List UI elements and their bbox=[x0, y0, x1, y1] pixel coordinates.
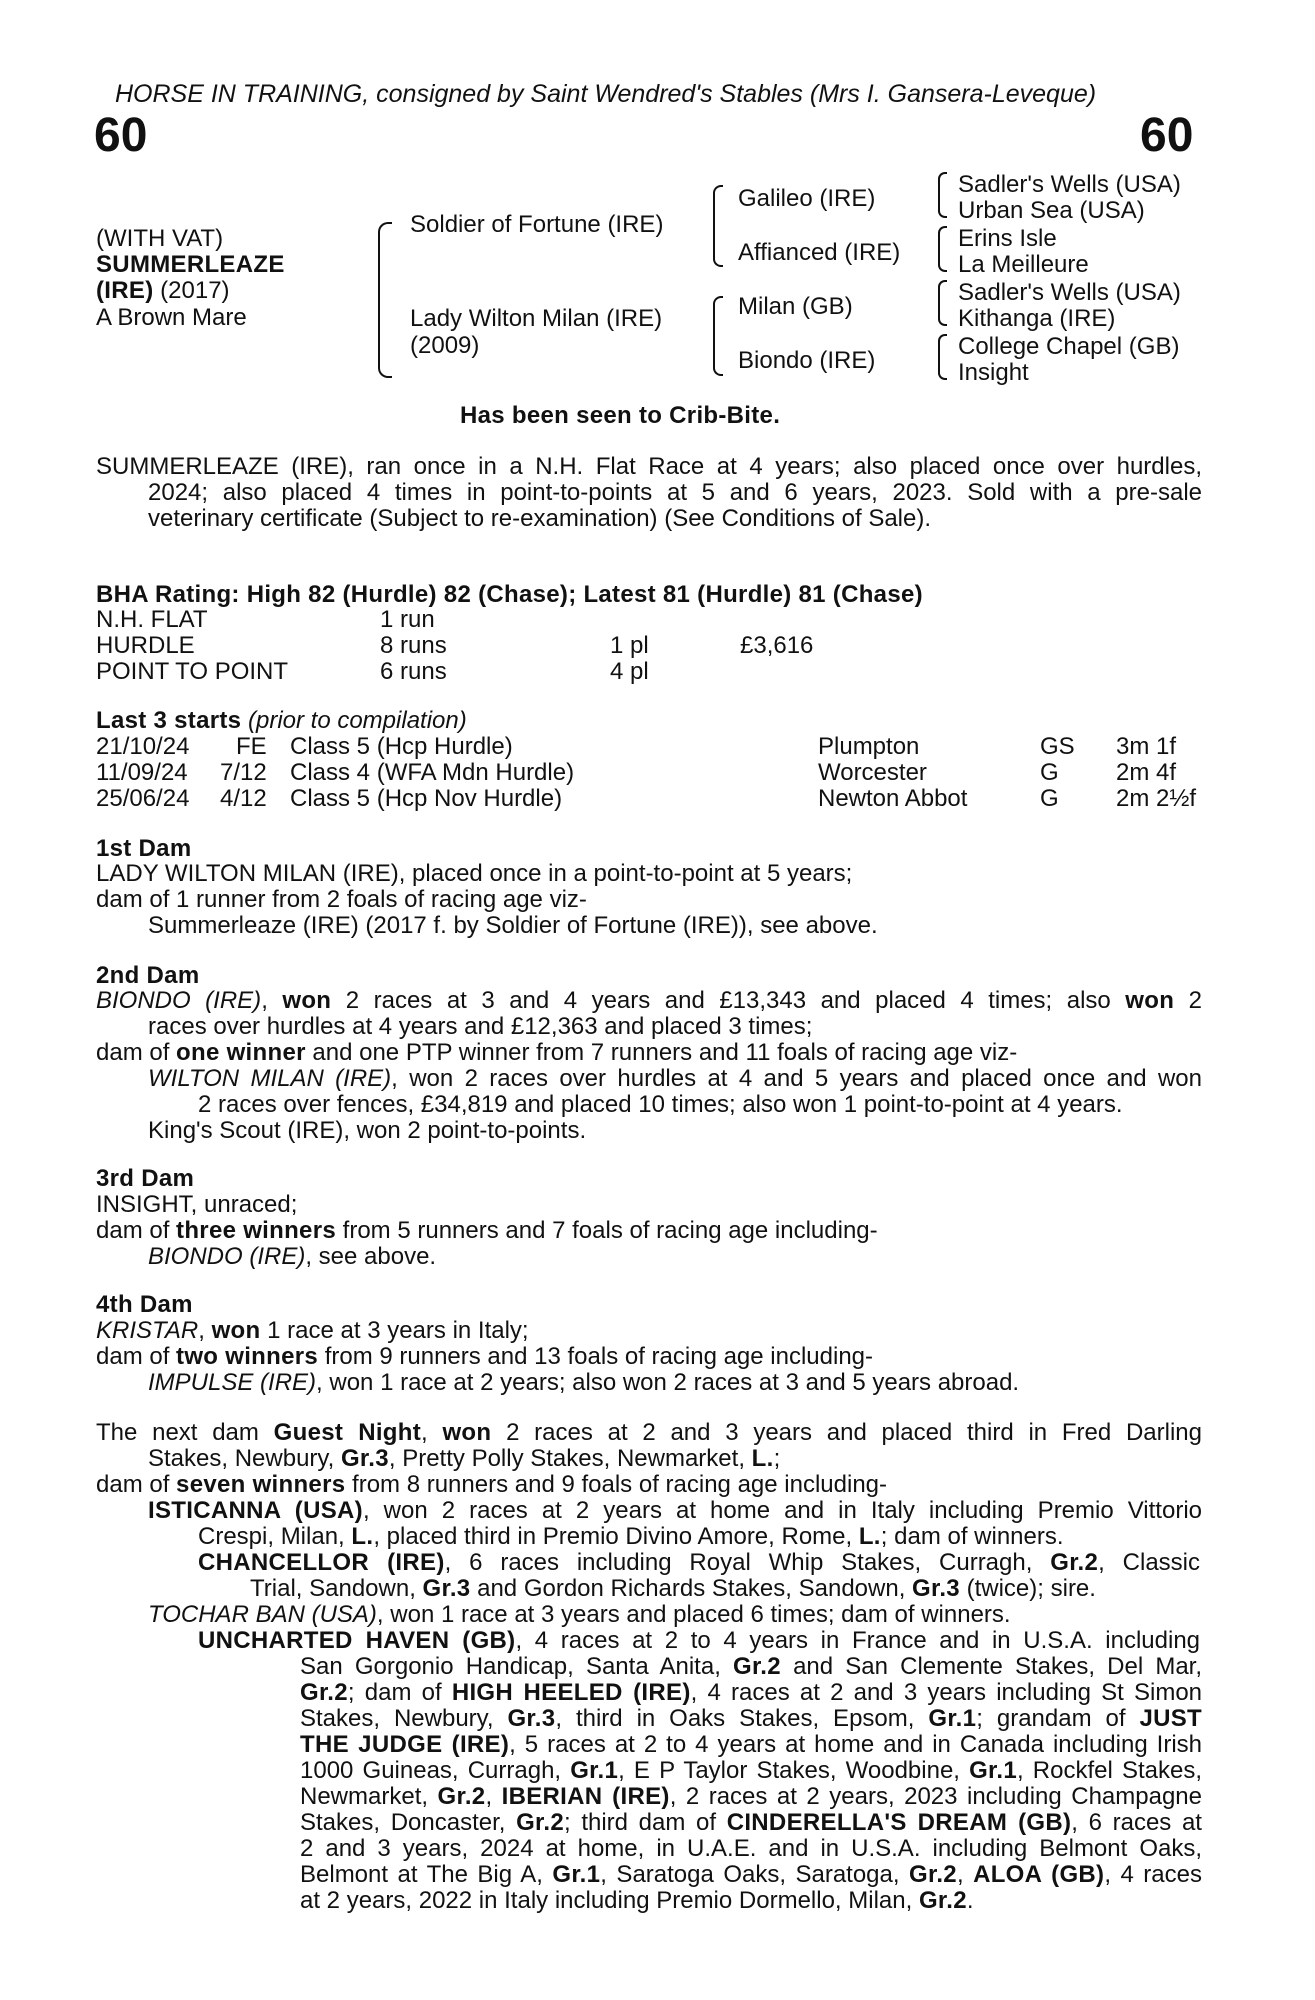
won-label: won bbox=[442, 1419, 492, 1446]
text: , Pretty Polly Stakes, Newmarket, bbox=[388, 1445, 752, 1472]
won-label: won bbox=[1125, 987, 1175, 1014]
summary-line-3: veterinary certificate (Subject to re-examination) (See Conditions of Sale). bbox=[148, 505, 932, 532]
grade-label: Gr.1 bbox=[969, 1757, 1017, 1784]
text: Stakes, Doncaster, bbox=[300, 1809, 517, 1836]
dam4-line-1 bbox=[96, 1318, 529, 1344]
text: dam of bbox=[96, 1217, 177, 1244]
text: , won 1 race at 2 years; also won 2 races at 3 and 5 years abroad. bbox=[316, 1369, 1020, 1396]
pedigree-sire-sire: Galileo (IRE) bbox=[738, 185, 876, 212]
text: , 4 races bbox=[1104, 1861, 1202, 1888]
start-date: 21/10/24 bbox=[96, 733, 190, 760]
text: , bbox=[485, 1783, 502, 1810]
pedigree-g5: Sadler's Wells (USA) bbox=[958, 279, 1181, 306]
text: Stakes, Newbury, bbox=[148, 1445, 341, 1472]
text: (twice); sire. bbox=[959, 1575, 1096, 1602]
text: , Rockfel Stakes, bbox=[1017, 1757, 1202, 1784]
start-distance: 3m 1f bbox=[1116, 733, 1177, 760]
text: Belmont at The Big A, bbox=[300, 1861, 553, 1888]
grade-label: Gr.2 bbox=[909, 1861, 957, 1888]
text: Crespi, Milan, bbox=[198, 1523, 352, 1550]
nextdam-line-9 bbox=[198, 1628, 1200, 1654]
pedigree-brace-g78 bbox=[938, 334, 947, 380]
dam1-line-2: dam of 1 runner from 2 foals of racing age viz- bbox=[96, 886, 587, 913]
pedigree-brace-g34 bbox=[938, 226, 947, 272]
nextdam-line-12 bbox=[300, 1706, 1202, 1732]
progeny-name: IBERIAN (IRE) bbox=[501, 1783, 670, 1810]
text: from 5 runners and 7 foals of racing age including- bbox=[336, 1217, 878, 1244]
pedigree-sire: Soldier of Fortune (IRE) bbox=[410, 211, 664, 238]
text: , bbox=[198, 1317, 212, 1344]
lot-number-left: 60 bbox=[94, 109, 148, 162]
grade-label: Gr.1 bbox=[552, 1861, 601, 1888]
dam4-line-3 bbox=[148, 1370, 1019, 1396]
dam2-line-1 bbox=[96, 988, 1202, 1014]
pedigree-g8: Insight bbox=[958, 359, 1029, 386]
pedigree-brace-dam bbox=[713, 296, 723, 376]
start-distance: 2m 2½f bbox=[1116, 785, 1197, 812]
progeny-name: WILTON MILAN (IRE) bbox=[148, 1065, 392, 1092]
text: , 5 races at 2 to 4 years at home and in Canada including Irish bbox=[509, 1731, 1202, 1758]
text: , Saratoga Oaks, Saratoga, bbox=[600, 1861, 910, 1888]
start-course: Newton Abbot bbox=[818, 785, 968, 812]
text: dam of bbox=[96, 1343, 177, 1370]
rating-row-placed: 1 pl bbox=[610, 632, 649, 659]
nextdam-line-10 bbox=[300, 1654, 1202, 1680]
pedigree-dam-sire: Milan (GB) bbox=[738, 293, 853, 320]
dam2-heading: 2nd Dam bbox=[96, 962, 200, 989]
last-starts-note: (prior to compilation) bbox=[241, 707, 467, 734]
dam1-line-1: LADY WILTON MILAN (IRE), placed once in a point-to-point at 5 years; bbox=[96, 860, 853, 887]
progeny-name: IMPULSE (IRE) bbox=[148, 1369, 317, 1396]
pedigree-brace-g56 bbox=[938, 280, 947, 326]
nextdam-line-15 bbox=[300, 1784, 1202, 1810]
crib-bite-notice: Has been seen to Crib-Bite. bbox=[460, 402, 781, 429]
text: , bbox=[261, 987, 283, 1014]
winners-count: one winner bbox=[176, 1039, 306, 1066]
nextdam-line-14 bbox=[300, 1758, 1202, 1784]
grade-label: Gr.3 bbox=[507, 1705, 556, 1732]
dam3-line-2 bbox=[96, 1218, 878, 1244]
lot-number-right: 60 bbox=[1140, 109, 1194, 162]
start-going: G bbox=[1040, 759, 1059, 786]
nextdam-line-1 bbox=[96, 1420, 1202, 1446]
nextdam-line-2 bbox=[148, 1446, 780, 1472]
grade-label: Gr.3 bbox=[912, 1575, 960, 1602]
text: 1000 Guineas, Curragh, bbox=[300, 1757, 571, 1784]
rating-row-runs: 8 runs bbox=[380, 632, 447, 659]
text: 1 race at 3 years in Italy; bbox=[260, 1317, 529, 1344]
won-label: won bbox=[211, 1317, 261, 1344]
last-starts-title: Last 3 starts bbox=[96, 707, 242, 734]
text: dam of bbox=[96, 1471, 177, 1498]
grade-label: Gr.3 bbox=[340, 1445, 389, 1472]
text: , won 2 races at 2 years at home and in Italy including Premio Vittorio bbox=[362, 1497, 1202, 1524]
bha-rating-heading: BHA Rating: High 82 (Hurdle) 82 (Chase); Latest 81 (Hurdle) 81 (Chase) bbox=[96, 581, 923, 608]
nextdam-line-16 bbox=[300, 1810, 1202, 1836]
dam4-line-2 bbox=[96, 1344, 873, 1370]
dam1-line-3: Summerleaze (IRE) (2017 f. by Soldier of Fortune (IRE)), see above. bbox=[148, 912, 878, 939]
horse-country: (IRE) bbox=[96, 277, 154, 304]
text: , 4 races at 2 to 4 years in France and in U.S.A. including bbox=[515, 1627, 1201, 1654]
text: . bbox=[966, 1887, 974, 1914]
dam2-line-5: 2 races over fences, £34,819 and placed 10 times; also won 1 point-to-point at 4 years. bbox=[198, 1091, 1123, 1118]
pedigree-brace-sire bbox=[713, 185, 723, 267]
nextdam-line-6 bbox=[198, 1550, 1200, 1576]
text: , placed third in Premio Divino Amore, Rome, bbox=[373, 1523, 859, 1550]
progeny-name: HIGH HEELED (IRE) bbox=[451, 1679, 691, 1706]
grade-label: Gr.3 bbox=[422, 1575, 471, 1602]
grade-label: Gr.2 bbox=[918, 1887, 967, 1914]
rating-row-type: HURDLE bbox=[96, 632, 195, 659]
pedigree-g3: Erins Isle bbox=[958, 225, 1057, 252]
start-date: 11/09/24 bbox=[96, 759, 188, 786]
progeny-name: THE JUDGE (IRE) bbox=[300, 1731, 510, 1758]
nextdam-name: Guest Night bbox=[273, 1419, 422, 1446]
text: ; grandam of bbox=[976, 1705, 1140, 1732]
dam3-line-3 bbox=[148, 1244, 436, 1270]
text: Newmarket, bbox=[300, 1783, 438, 1810]
text: from 9 runners and 13 foals of racing age including- bbox=[318, 1343, 874, 1370]
start-course: Plumpton bbox=[818, 733, 920, 760]
nextdam-line-5 bbox=[198, 1524, 1064, 1550]
pedigree-g4: La Meilleure bbox=[958, 251, 1089, 278]
pedigree-g7: College Chapel (GB) bbox=[958, 333, 1180, 360]
grade-label: Gr.2 bbox=[733, 1653, 781, 1680]
text: , see above. bbox=[305, 1243, 437, 1270]
grade-label: L. bbox=[351, 1523, 374, 1550]
text: Stakes, Newbury, bbox=[300, 1705, 508, 1732]
dam1-heading: 1st Dam bbox=[96, 835, 192, 862]
start-position: FE bbox=[236, 733, 267, 760]
last-starts-heading bbox=[96, 708, 467, 734]
pedigree-dam-year: (2009) bbox=[410, 332, 480, 359]
nextdam-line-13 bbox=[300, 1732, 1202, 1758]
progeny-name: TOCHAR BAN (USA) bbox=[148, 1601, 377, 1628]
progeny-name: UNCHARTED HAVEN (GB) bbox=[198, 1627, 516, 1654]
text: , won 2 races over hurdles at 4 and 5 years and placed once and won bbox=[391, 1065, 1202, 1092]
nextdam-line-18 bbox=[300, 1862, 1202, 1888]
text: ; bbox=[773, 1445, 781, 1472]
rating-row-runs: 6 runs bbox=[380, 658, 447, 685]
start-course: Worcester bbox=[818, 759, 927, 786]
start-date: 25/06/24 bbox=[96, 785, 190, 812]
text: and San Clemente Stakes, Del Mar, bbox=[780, 1653, 1202, 1680]
dam2-line-2: races over hurdles at 4 years and £12,363 and placed 3 times; bbox=[148, 1013, 813, 1040]
text: , 2 races at 2 years, 2023 including Champagne bbox=[669, 1783, 1202, 1810]
text: ; third dam of bbox=[564, 1809, 727, 1836]
dam3-line-1: INSIGHT, unraced; bbox=[96, 1191, 298, 1218]
nextdam-line-19 bbox=[300, 1888, 974, 1914]
dam2-name: BIONDO (IRE) bbox=[96, 987, 262, 1014]
text: ; dam of bbox=[347, 1679, 452, 1706]
text: dam of bbox=[96, 1039, 177, 1066]
horse-year: (2017) bbox=[153, 277, 230, 304]
horse-description: A Brown Mare bbox=[96, 304, 247, 331]
horse-country-year bbox=[96, 278, 230, 304]
start-distance: 2m 4f bbox=[1116, 759, 1177, 786]
dam4-heading: 4th Dam bbox=[96, 1291, 193, 1318]
nextdam-line-3 bbox=[96, 1472, 887, 1498]
text: and Gordon Richards Stakes, Sandown, bbox=[470, 1575, 913, 1602]
grade-label: Gr.2 bbox=[1050, 1549, 1099, 1576]
progeny-name: ALOA (GB) bbox=[973, 1861, 1105, 1888]
text: and one PTP winner from 7 runners and 11 foals of racing age viz- bbox=[305, 1039, 1018, 1066]
start-going: G bbox=[1040, 785, 1059, 812]
consignor-line: HORSE IN TRAINING, consigned by Saint Wendred's Stables (Mrs I. Gansera-Leveque) bbox=[115, 80, 1097, 108]
start-race: Class 5 (Hcp Hurdle) bbox=[290, 733, 513, 760]
pedigree-g2: Urban Sea (USA) bbox=[958, 197, 1145, 224]
progeny-name: CHANCELLOR (IRE) bbox=[198, 1549, 445, 1576]
pedigree-dam: Lady Wilton Milan (IRE) bbox=[410, 305, 663, 332]
pedigree-brace-g12 bbox=[938, 172, 947, 218]
pedigree-brace-main bbox=[378, 222, 392, 378]
nextdam-line-4 bbox=[148, 1498, 1202, 1524]
text: at 2 years, 2022 in Italy including Premio Dormello, Milan, bbox=[300, 1887, 919, 1914]
summary-line-2: 2024; also placed 4 times in point-to-points at 5 and 6 years, 2023. Sold with a pre-sale bbox=[148, 479, 1202, 506]
grade-label: Gr.2 bbox=[300, 1679, 348, 1706]
winners-count: seven winners bbox=[176, 1471, 346, 1498]
dam2-line-6: King's Scout (IRE), won 2 point-to-points. bbox=[148, 1117, 587, 1144]
progeny-name: CINDERELLA'S DREAM (GB) bbox=[726, 1809, 1072, 1836]
text: , won 1 race at 3 years and placed 6 times; dam of winners. bbox=[376, 1601, 1011, 1628]
rating-row-type: POINT TO POINT bbox=[96, 658, 289, 685]
pedigree-dam-dam: Biondo (IRE) bbox=[738, 347, 876, 374]
text: 2 races at 2 and 3 years and placed third in Fred Darling bbox=[491, 1419, 1202, 1446]
text: Trial, Sandown, bbox=[250, 1575, 423, 1602]
text: , bbox=[956, 1861, 974, 1888]
start-race: Class 4 (WFA Mdn Hurdle) bbox=[290, 759, 575, 786]
grade-label: Gr.2 bbox=[516, 1809, 564, 1836]
start-position: 7/12 bbox=[220, 759, 267, 786]
text: 2 bbox=[1174, 987, 1203, 1014]
start-race: Class 5 (Hcp Nov Hurdle) bbox=[290, 785, 563, 812]
won-label: won bbox=[282, 987, 332, 1014]
text: , Classic bbox=[1098, 1549, 1200, 1576]
text: , E P Taylor Stakes, Woodbine, bbox=[618, 1757, 970, 1784]
grade-label: Gr.2 bbox=[437, 1783, 486, 1810]
text: from 8 runners and 9 foals of racing age including- bbox=[345, 1471, 887, 1498]
text: , third in Oaks Stakes, Epsom, bbox=[555, 1705, 929, 1732]
start-position: 4/12 bbox=[220, 785, 267, 812]
pedigree-g1: Sadler's Wells (USA) bbox=[958, 171, 1181, 198]
dam4-name: KRISTAR bbox=[96, 1317, 199, 1344]
grade-label: Gr.1 bbox=[928, 1705, 977, 1732]
text: , bbox=[421, 1419, 443, 1446]
rating-row-placed: 4 pl bbox=[610, 658, 649, 685]
rating-row-prize: £3,616 bbox=[740, 632, 814, 659]
pedigree-g6: Kithanga (IRE) bbox=[958, 305, 1116, 332]
dam2-line-3 bbox=[96, 1040, 1017, 1066]
grade-label: L. bbox=[751, 1445, 774, 1472]
nextdam-line-11 bbox=[300, 1680, 1202, 1706]
pedigree-sire-dam: Affianced (IRE) bbox=[738, 239, 901, 266]
rating-row-runs: 1 run bbox=[380, 606, 435, 633]
summary-line-1: SUMMERLEAZE (IRE), ran once in a N.H. Flat Race at 4 years; also placed once over hurdles, bbox=[96, 453, 1202, 480]
nextdam-line-7 bbox=[250, 1576, 1096, 1602]
text: , 6 races at bbox=[1071, 1809, 1202, 1836]
vat-note: (WITH VAT) bbox=[96, 225, 224, 252]
text: 2 races at 3 and 4 years and £13,343 and placed 4 times; also bbox=[331, 987, 1126, 1014]
grade-label: Gr.1 bbox=[570, 1757, 619, 1784]
nextdam-line-8 bbox=[148, 1602, 1011, 1628]
dam3-heading: 3rd Dam bbox=[96, 1165, 195, 1192]
rating-row-type: N.H. FLAT bbox=[96, 606, 208, 633]
dam2-line-4 bbox=[148, 1066, 1202, 1092]
text: , 4 races at 2 and 3 years including St Simon bbox=[690, 1679, 1203, 1706]
horse-name: SUMMERLEAZE bbox=[96, 251, 285, 278]
text: , 6 races including Royal Whip Stakes, Curragh, bbox=[444, 1549, 1051, 1576]
grade-label: L. bbox=[858, 1523, 881, 1550]
winners-count: three winners bbox=[176, 1217, 336, 1244]
winners-count: two winners bbox=[176, 1343, 319, 1370]
text: ; dam of winners. bbox=[880, 1523, 1064, 1550]
progeny-name: JUST bbox=[1139, 1705, 1202, 1732]
nextdam-line-17: 2 and 3 years, 2024 at home, in U.A.E. and in U.S.A. including Belmont Oaks, bbox=[300, 1835, 1202, 1862]
start-going: GS bbox=[1040, 733, 1075, 760]
text: San Gorgonio Handicap, Santa Anita, bbox=[300, 1653, 734, 1680]
text: The next dam bbox=[96, 1419, 274, 1446]
progeny-name: BIONDO (IRE) bbox=[148, 1243, 306, 1270]
progeny-name: ISTICANNA (USA) bbox=[148, 1497, 363, 1524]
